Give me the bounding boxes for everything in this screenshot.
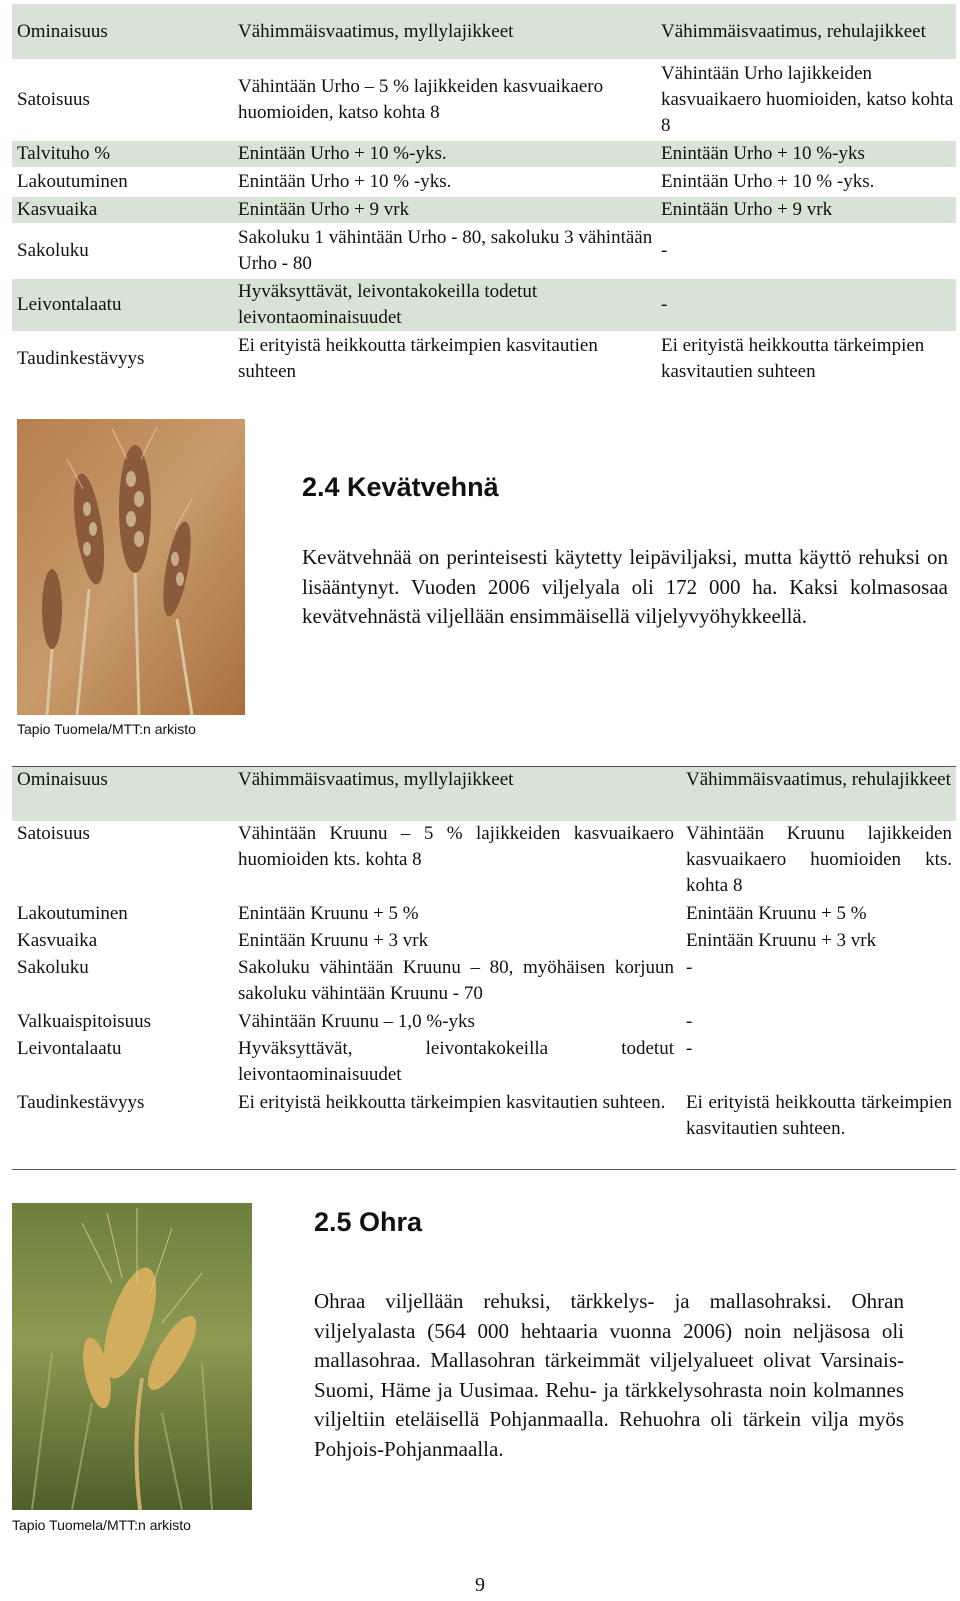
table-cell: -: [656, 278, 956, 332]
table-cell: Sakoluku 1 vähintään Urho - 80, sakoluku 3 vähintään Urho - 80: [238, 227, 653, 274]
table-cell: Ei erityistä heikkoutta tärkeimpien kasvitautien suhteen.: [680, 1090, 956, 1170]
table-cell: Enintään Urho + 10 % -yks.: [661, 171, 875, 192]
table-header-row: [12, 4, 956, 60]
barley-photo: [12, 1203, 252, 1510]
header-cell: Ominaisuus: [12, 767, 232, 821]
table-cell: Enintään Kruunu + 3 vrk: [238, 929, 429, 951]
table-header-row: [12, 767, 956, 821]
table-row: [12, 60, 956, 140]
table-cell: -: [686, 1037, 693, 1059]
table-row: [12, 928, 956, 955]
table-cell: Enintään Kruunu + 5 %: [238, 902, 419, 924]
table-cell: Satoisuus: [17, 89, 90, 110]
header-cell: Ominaisuus: [12, 4, 232, 60]
table-cell: Sakoluku vähintään Kruunu – 80, myöhäisen korjuun sakoluku vähintään Kruunu - 70: [238, 956, 674, 1004]
requirements-table-wheat-winter: [12, 4, 956, 387]
spring-wheat-photo: [17, 419, 245, 715]
header-cell: Vähimmäisvaatimus, rehulajikkeet: [656, 4, 956, 60]
table-cell: Leivontalaatu: [17, 1037, 122, 1059]
table-cell: Enintään Urho + 10 %-yks.: [232, 140, 656, 168]
table-cell: Ei erityistä heikkoutta tärkeimpien kasvitautien suhteen.: [232, 1090, 680, 1170]
table-cell: Sakoluku: [17, 240, 89, 261]
table-cell: Hyväksyttävät, leivontakokeilla todetut leivontaominaisuudet: [232, 278, 656, 332]
section-paragraph: Ohraa viljellään rehuksi, tärkkelys- ja mallasohraksi. Ohran viljelyalasta (564 000 hehtaaria vuonna 2006) noin neljäsosa oli mallasohraa. Mallasohran tärkeimmät viljelyalueet olivat Varsinais-Suomi, Häme ja Uusimaa. Rehu- ja tärkkelysohrasta noin kolmannes viljeltiin eteläisellä Pohjanmaalla. Rehuohra oli tärkein vilja myös Pohjois-Pohjanmaalla.: [314, 1289, 904, 1461]
table-cell: Hyväksyttävät, leivontakokeilla todetut leivontaominaisuudet: [238, 1037, 674, 1085]
table-row: [12, 901, 956, 928]
table-row: [12, 196, 956, 224]
header-cell: Vähimmäisvaatimus, rehulajikkeet: [680, 767, 956, 821]
table-cell: Enintään Urho + 10 % -yks.: [238, 171, 452, 192]
table-cell: Leivontalaatu: [12, 278, 232, 332]
table-row: [12, 168, 956, 196]
section-heading: 2.5 Ohra: [314, 1207, 423, 1237]
table-cell: -: [686, 956, 693, 978]
table-cell: Enintään Kruunu + 5 %: [686, 902, 867, 924]
header-cell: Vähimmäisvaatimus, myllylajikkeet: [232, 767, 680, 821]
table-cell: Lakoutuminen: [17, 171, 128, 192]
page-number: 9: [475, 1574, 485, 1596]
table-cell: Taudinkestävyys: [17, 348, 145, 369]
photo-credit: Tapio Tuomela/MTT:n arkisto: [12, 1517, 191, 1533]
table-cell: Sakoluku: [17, 956, 89, 978]
table-cell: Kasvuaika: [12, 196, 232, 224]
table-row: [12, 1009, 956, 1036]
table-cell: Vähintään Urho lajikkeiden kasvuaikaero huomioiden, katso kohta 8: [661, 63, 954, 136]
table-cell: Enintään Kruunu + 3 vrk: [686, 929, 877, 951]
table-row: [12, 1090, 956, 1170]
table-cell: Vähintään Kruunu – 5 % lajikkeiden kasvuaikaero huomioiden kts. kohta 8: [238, 822, 674, 870]
header-cell: Vähimmäisvaatimus, myllylajikkeet: [232, 4, 656, 60]
table-cell: Lakoutuminen: [17, 902, 128, 924]
table-cell: Valkuaispitoisuus: [17, 1010, 152, 1032]
table-cell: Ei erityistä heikkoutta tärkeimpien kasvitautien suhteen: [238, 335, 598, 382]
table-cell: Vähintään Urho – 5 % lajikkeiden kasvuaikaero huomioiden, katso kohta 8: [238, 76, 604, 123]
table-row: [12, 140, 956, 168]
table-cell: -: [661, 240, 668, 261]
table-row: [12, 224, 956, 278]
table-cell: Taudinkestävyys: [12, 1090, 232, 1170]
table-cell: Vähintään Kruunu – 1,0 %-yks: [238, 1010, 475, 1032]
requirements-table-spring-wheat: [12, 766, 956, 1170]
photo-credit: Tapio Tuomela/MTT:n arkisto: [17, 721, 196, 737]
section-paragraph: Kevätvehnää on perinteisesti käytetty leipäviljaksi, mutta käyttö rehuksi on lisääntynyt. Vuoden 2006 viljelyala oli 172 000 ha. Kaksi kolmasosaa kevätvehnästä viljellään ensimmäisellä viljelyvyöhykkeellä.: [302, 545, 948, 628]
table-row: [12, 955, 956, 1009]
table-cell: Kasvuaika: [17, 929, 98, 951]
table-cell: Enintään Urho + 10 %-yks: [656, 140, 956, 168]
table-row: [12, 332, 956, 386]
table-cell: Vähintään Kruunu lajikkeiden kasvuaikaero huomioiden kts. kohta 8: [686, 822, 952, 896]
table-row: [12, 278, 956, 332]
table-cell: Ei erityistä heikkoutta tärkeimpien kasvitautien suhteen: [661, 335, 925, 382]
table-cell: Talvituho %: [12, 140, 232, 168]
table-row: [12, 1036, 956, 1090]
table-cell: Satoisuus: [17, 822, 90, 844]
table-cell: Enintään Urho + 9 vrk: [656, 196, 956, 224]
section-heading: 2.4 Kevätvehnä: [302, 472, 499, 502]
table-cell: Enintään Urho + 9 vrk: [232, 196, 656, 224]
table-row: [12, 821, 956, 901]
table-cell: -: [686, 1010, 693, 1032]
